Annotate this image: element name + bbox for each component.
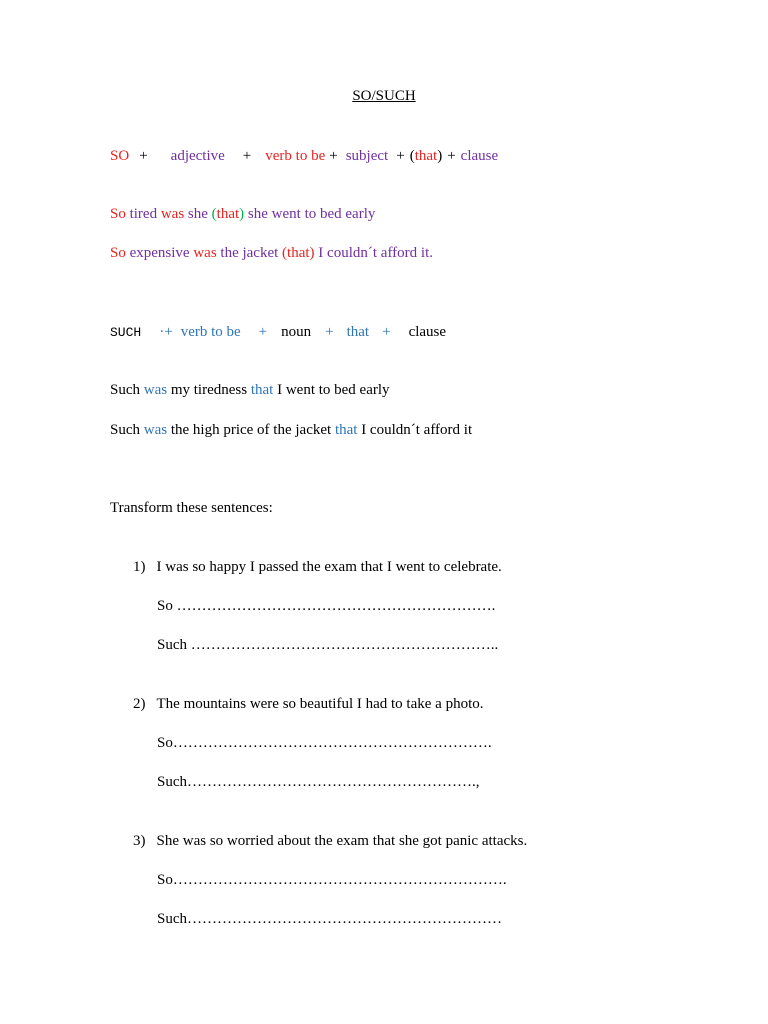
- clause-text: I couldn´t afford it.: [318, 245, 433, 261]
- answer-line-so: So………………………………………………………….: [157, 872, 507, 888]
- clause-text: I couldn´t afford it: [361, 422, 473, 438]
- that-word: that: [287, 245, 310, 261]
- close-paren: ): [309, 245, 315, 261]
- plus-sign: +: [382, 324, 391, 340]
- plus-sign: +: [164, 324, 173, 340]
- exercise-sentence: [133, 832, 527, 850]
- plus-sign: +: [242, 148, 252, 164]
- exercise-text: She was so worried about the exam that she got panic attacks.: [156, 833, 528, 849]
- such-word: Such: [110, 382, 140, 398]
- plus-sign: +: [139, 148, 148, 164]
- exercise-number: 3): [133, 833, 146, 849]
- noun-label: noun: [281, 324, 312, 340]
- adjective-word: tired: [129, 206, 158, 222]
- clause-label: clause: [460, 148, 499, 164]
- plus-sign: +: [329, 148, 338, 164]
- verb-word: was: [160, 206, 185, 222]
- adjective-label: adjective: [170, 148, 225, 164]
- answer-line-so: So……………………………………………………….: [157, 735, 492, 751]
- plus-sign: +: [258, 324, 268, 340]
- such-example: [110, 381, 390, 399]
- answer-line-such: Such ……………………………………………………..: [157, 637, 499, 653]
- verb-word: was: [143, 422, 168, 438]
- page-title: SO/SUCH: [352, 88, 416, 104]
- plus-sign: +: [396, 148, 405, 164]
- so-example: [110, 205, 375, 223]
- subject-word: she: [187, 206, 208, 222]
- exercise-text: The mountains were so beautiful I had to take a photo.: [156, 696, 484, 712]
- such-keyword: SUCH: [110, 325, 142, 340]
- clause-text: she went to bed early: [247, 206, 376, 222]
- subject-label: subject: [345, 148, 389, 164]
- exercise-text: I was so happy I passed the exam that I went to celebrate.: [156, 559, 502, 575]
- clause-text: I went to bed early: [277, 382, 390, 398]
- noun-phrase: my tiredness: [170, 382, 248, 398]
- open-paren: (: [211, 206, 217, 222]
- answer-line-such: Such………………………………………………….,: [157, 774, 480, 790]
- close-paren: ): [239, 206, 245, 222]
- instructions: Transform these sentences:: [110, 500, 273, 516]
- exercise-number: 2): [133, 696, 146, 712]
- so-word: So: [110, 245, 126, 261]
- subject-word: the jacket: [220, 245, 279, 261]
- noun-phrase: the high price of the jacket: [170, 422, 332, 438]
- plus-sign: +: [325, 324, 334, 340]
- exercise-number: 1): [133, 559, 146, 575]
- open-paren: (: [409, 148, 415, 164]
- exercise-sentence: [133, 558, 502, 576]
- verb-to-be-label: verb to be: [265, 148, 326, 164]
- verb-to-be-label: verb to be: [180, 324, 241, 340]
- so-formula: [110, 147, 498, 165]
- dot-mark: ·: [159, 324, 165, 340]
- that-label: that: [414, 148, 438, 164]
- plus-sign: +: [447, 148, 456, 164]
- that-word: that: [216, 206, 240, 222]
- so-word: So: [110, 206, 126, 222]
- that-label: that: [346, 324, 370, 340]
- close-paren: ): [437, 148, 443, 164]
- answer-line-so: So ……………………………………………………….: [157, 598, 496, 614]
- that-word: that: [250, 382, 274, 398]
- such-word: Such: [110, 422, 140, 438]
- verb-word: was: [143, 382, 168, 398]
- such-formula: [110, 323, 446, 342]
- adjective-word: expensive: [129, 245, 190, 261]
- clause-label: clause: [408, 324, 447, 340]
- so-keyword: SO: [110, 148, 130, 164]
- so-example: [110, 244, 433, 262]
- such-example: [110, 421, 472, 439]
- that-word: that: [334, 422, 358, 438]
- verb-word: was: [193, 245, 217, 261]
- exercise-sentence: [133, 695, 484, 713]
- open-paren: (: [282, 245, 288, 261]
- answer-line-such: Such………………………………………………………: [157, 911, 502, 927]
